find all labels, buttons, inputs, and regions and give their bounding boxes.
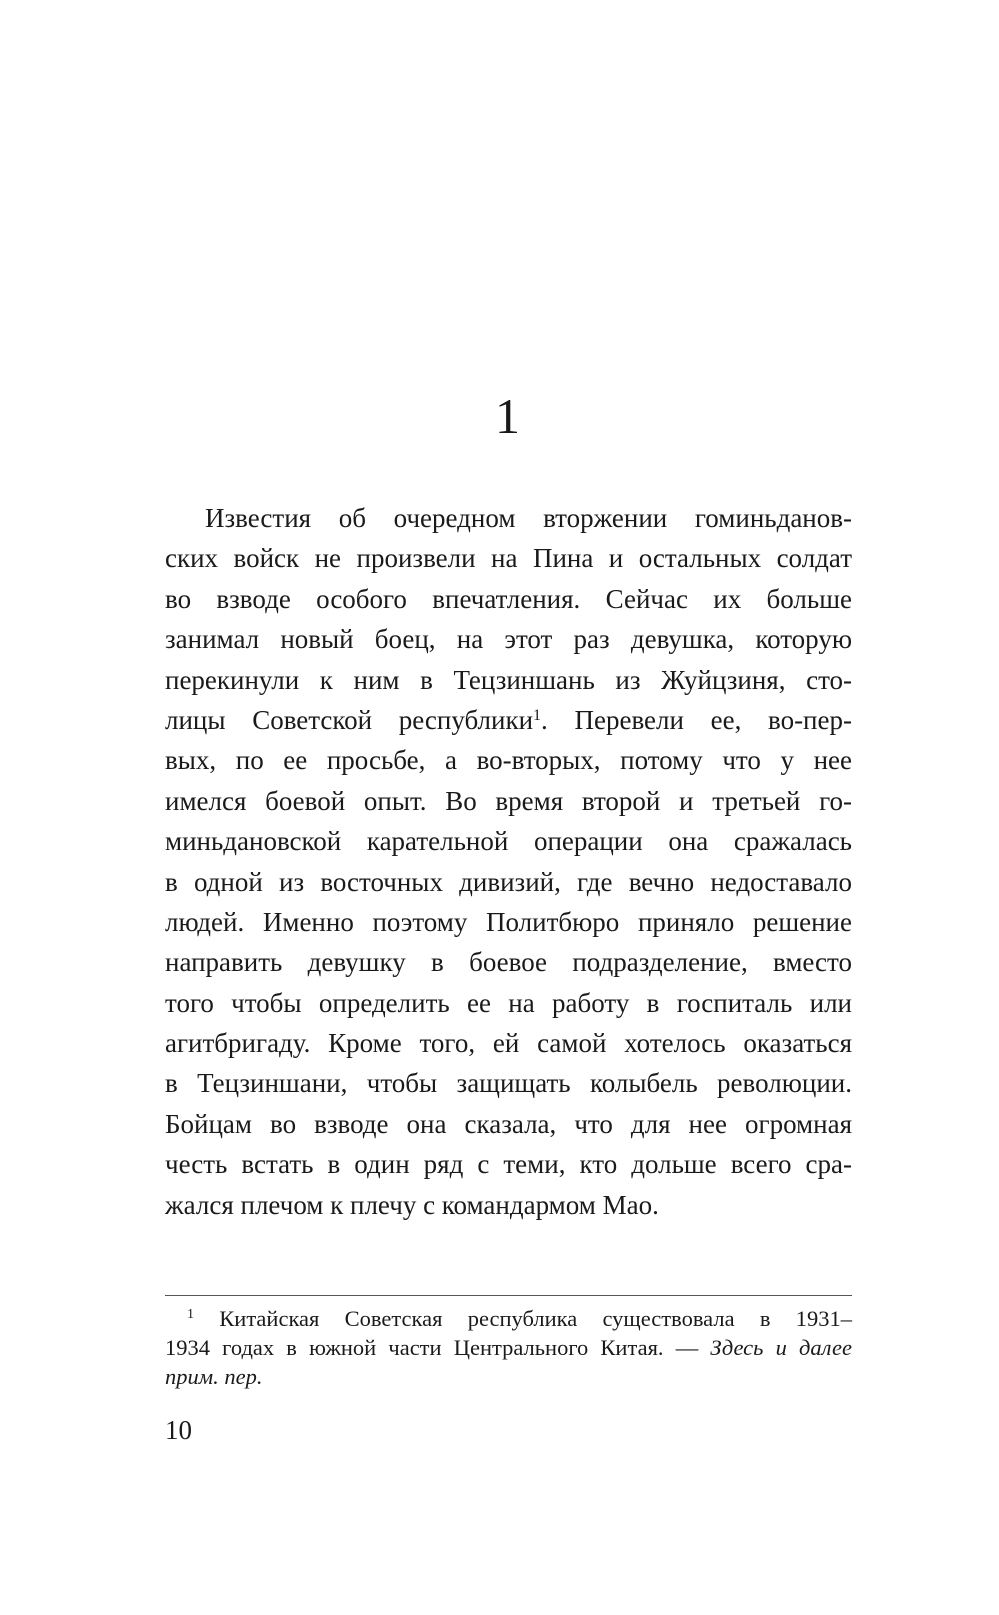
text-line: того чтобы определить ее на работу в госпиталь или [165,987,852,1018]
text-line: направить девушку в боевое подразделение, вместо [165,947,852,978]
text-fragment: . Перевели ее, во-пер- [541,704,852,735]
text-line: честь встать в один ряд с теми, кто дольше всего сра- [165,1149,852,1180]
text-line: жался плечом к плечу с командармом Мао. [165,1189,659,1220]
text-line: вых, по ее просьбе, а во-вторых, потому что у нее [165,745,852,776]
page-number: 10 [165,1415,192,1445]
text-line: людей. Именно поэтому Политбюро приняло решение [165,906,852,937]
footnote-italic-text: Здесь и далее [710,1335,852,1360]
footnote-line [165,1304,852,1333]
text-line: Бойцам во взводе она сказала, что для нее огромная [165,1108,852,1139]
text-line: Известия об очередном вторжении гоминьданов- [205,503,852,533]
chapter-number: 1 [495,388,520,444]
text-line: миньдановской карательной операции она сражалась [165,826,852,857]
text-line: во взводе особого впечатления. Сейчас их больше [165,583,852,614]
footnote-text: Китайская Советская республика существовала в 1931– [219,1306,852,1331]
footnote-line [165,1333,852,1362]
footnote-divider [165,1295,852,1296]
text-line: ских войск не произвели на Пина и остальных солдат [165,543,852,574]
footnote [165,1304,852,1391]
footnote-italic-text: прим. пер. [165,1364,263,1389]
footnote-reference[interactable]: 1 [533,706,542,724]
text-line: в Тецзиншани, чтобы защищать колыбель революции. [165,1068,852,1099]
text-line: имелся боевой опыт. Во время второй и третьей го- [165,785,852,816]
footnote-marker: 1 [187,1307,194,1322]
text-line [165,700,852,740]
text-line: агитбригаду. Кроме того, ей самой хотелось оказаться [165,1028,852,1059]
footnote-text: 1934 годах в южной части Центрального Китая. — [165,1335,711,1360]
text-fragment: лицы Советской республики [165,704,534,735]
text-line: перекинули к ним в Тецзиншань из Жуйцзиня, сто- [165,664,852,695]
body-text [165,498,852,1225]
text-line: занимал новый боец, на этот раз девушка, которую [165,624,852,655]
text-line: в одной из восточных дивизий, где вечно недоставало [165,866,852,897]
footnote-line [165,1362,852,1391]
